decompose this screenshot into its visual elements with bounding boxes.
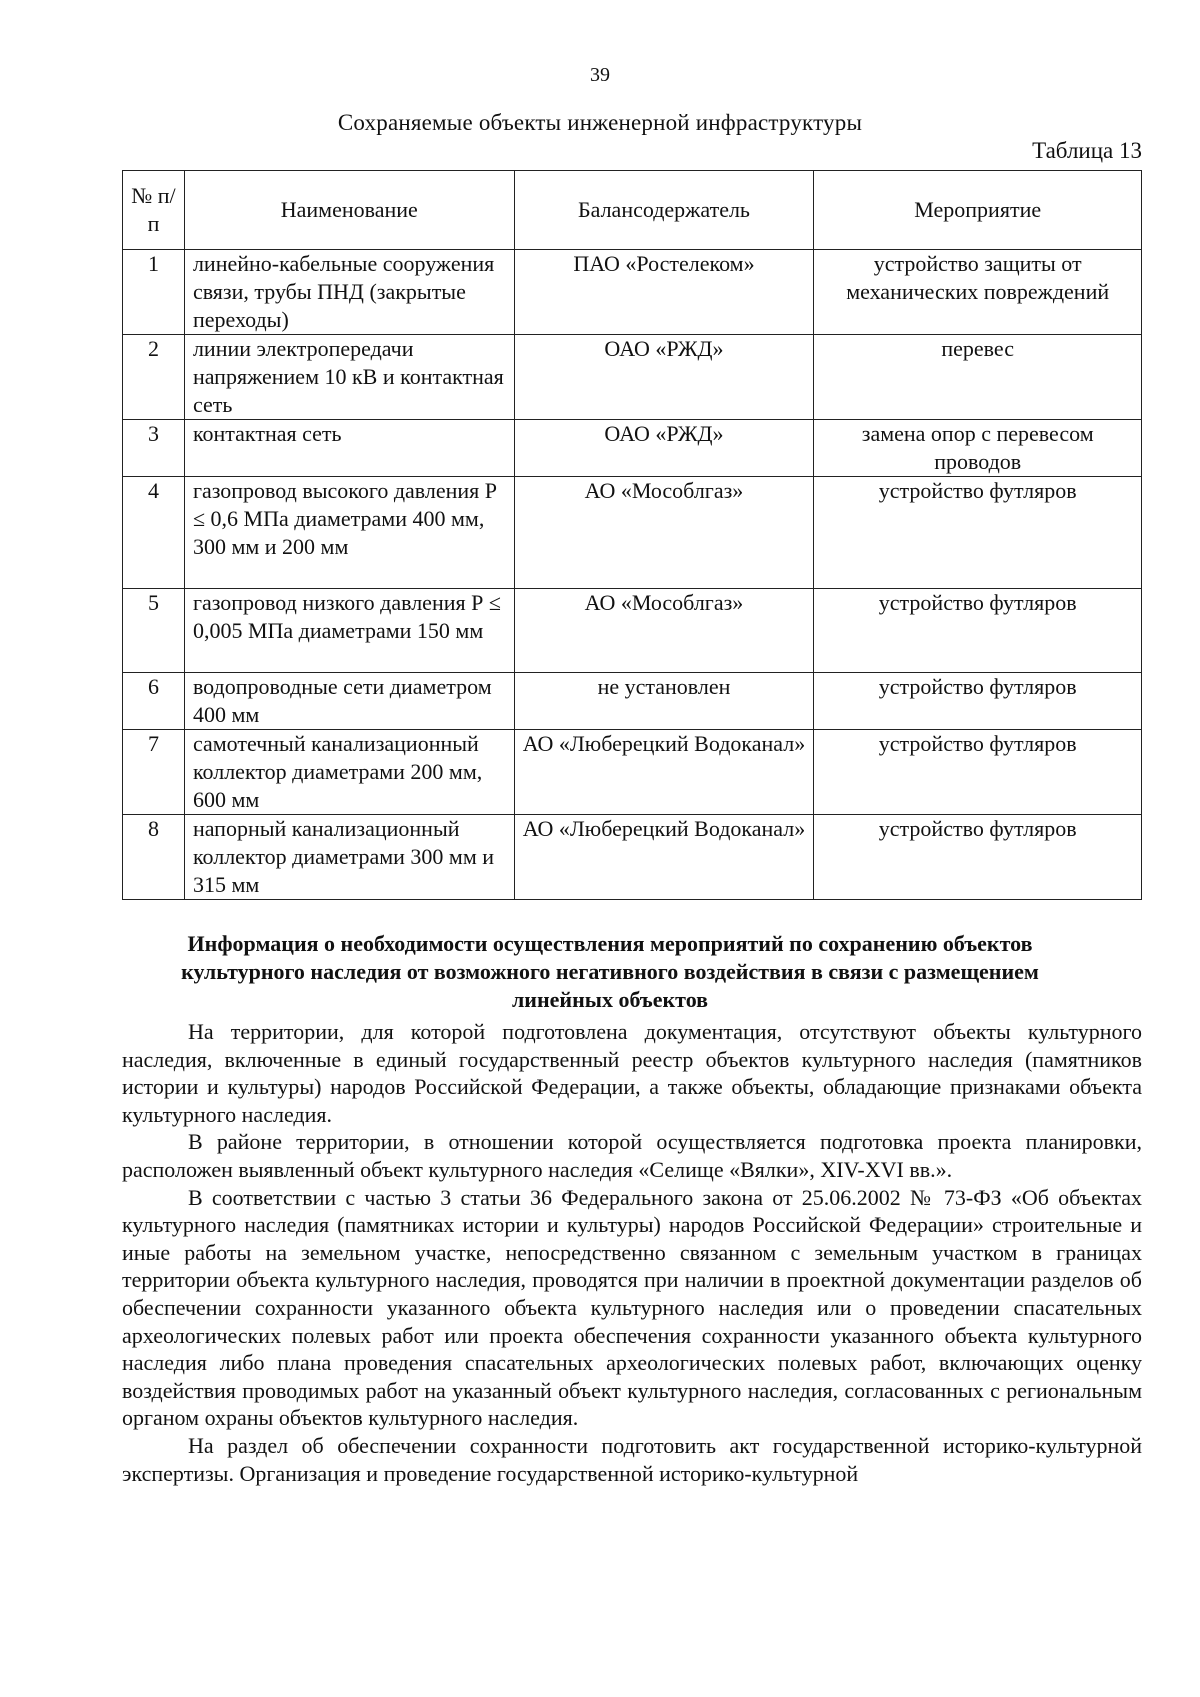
row-owner: АО «Люберецкий Водоканал» [514, 730, 814, 815]
header-name: Наименование [184, 171, 514, 250]
row-action: замена опор с перевесом проводов [814, 420, 1142, 477]
table-row [123, 730, 1142, 815]
row-owner: ПАО «Ростелеком» [514, 250, 814, 335]
paragraph: На раздел об обеспечении сохранности подготовить акт государственной историко-культурной экспертизы. Организация и проведение государственной историко-культурной [122, 1432, 1142, 1486]
row-action: устройство футляров [814, 673, 1142, 730]
row-action: устройство футляров [814, 730, 1142, 815]
row-name: газопровод высокого давления Р ≤ 0,6 МПа диаметрами 400 мм, 300 мм и 200 мм [184, 477, 514, 589]
table-row [123, 477, 1142, 589]
table-label: Таблица 13 [1032, 138, 1142, 163]
table-title: Сохраняемые объекты инженерной инфраструктуры [337, 110, 863, 135]
row-number: 5 [123, 589, 185, 673]
paragraph: В соответствии с частью 3 статьи 36 Федерального закона от 25.06.2002 № 73-ФЗ «Об объектах культурного наследия (памятниках истории и культуры) народов Российской Федерации» строительные и иные работы на земельном участке, непосредственно связанном с земельным участком в границах территории объекта культурного наследия, проводятся при наличии в проектной документации разделов об обеспечении сохранности указанного объекта культурного наследия или о проведении спасательных археологических полевых работ или проекта обеспечения сохранности указанного объекта культурного наследия либо плана проведения спасательных археологических полевых работ, включающих оценку воздействия проводимых работ на указанный объект культурного наследия, согласованных с региональным органом охраны объектов культурного наследия. [122, 1184, 1142, 1431]
table-row [123, 815, 1142, 900]
row-owner: АО «Мособлгаз» [514, 477, 814, 589]
row-name: линейно-кабельные сооружения связи, трубы ПНД (закрытые переходы) [184, 250, 514, 335]
row-name: линии электропередачи напряжением 10 кВ и контактная сеть [184, 335, 514, 420]
paragraph: В районе территории, в отношении которой осуществляется подготовка проекта планировки, расположен выявленный объект культурного наследия «Селище «Вялки», XIV-XVI вв.». [122, 1129, 1142, 1182]
row-action: устройство футляров [814, 589, 1142, 673]
table-row [123, 250, 1142, 335]
row-number: 8 [123, 815, 185, 900]
row-action: перевес [814, 335, 1142, 420]
row-action: устройство футляров [814, 477, 1142, 589]
paragraph: На территории, для которой подготовлена документация, отсутствуют объекты культурного наследия, включенные в единый государственный реестр объектов культурного наследия (памятников истории и культуры) народов Российской Федерации, а также объекты, обладающие признаками объекта культурного наследия. [122, 1019, 1142, 1127]
row-number: 6 [123, 673, 185, 730]
header-owner: Балансодержатель [514, 171, 814, 250]
row-owner: АО «Мособлгаз» [514, 589, 814, 673]
body-text [122, 1018, 1142, 1487]
row-number: 2 [123, 335, 185, 420]
page-number: 39 [590, 64, 610, 86]
infrastructure-table [122, 170, 1142, 900]
row-name: напорный канализационный коллектор диаметрами 300 мм и 315 мм [184, 815, 514, 900]
row-owner: не установлен [514, 673, 814, 730]
row-name: самотечный канализационный коллектор диаметрами 200 мм, 600 мм [184, 730, 514, 815]
table-row [123, 589, 1142, 673]
row-number: 4 [123, 477, 185, 589]
table-row [123, 335, 1142, 420]
header-number: № п/п [123, 171, 185, 250]
table-header-row [123, 171, 1142, 250]
row-action: устройство футляров [814, 815, 1142, 900]
row-name: контактная сеть [184, 420, 514, 477]
row-action: устройство защиты от механических повреждений [814, 250, 1142, 335]
row-number: 1 [123, 250, 185, 335]
header-action: Мероприятие [814, 171, 1142, 250]
table-row [123, 420, 1142, 477]
row-owner: ОАО «РЖД» [514, 420, 814, 477]
row-name: водопроводные сети диаметром 400 мм [184, 673, 514, 730]
row-owner: АО «Люберецкий Водоканал» [514, 815, 814, 900]
table-row [123, 673, 1142, 730]
row-number: 3 [123, 420, 185, 477]
row-name: газопровод низкого давления Р ≤ 0,005 МПа диаметрами 150 мм [184, 589, 514, 673]
row-owner: ОАО «РЖД» [514, 335, 814, 420]
section-heading: Информация о необходимости осуществления мероприятий по сохранению объектов культурного наследия от возможного негативного воздействия в связи с размещением линейных объектов [181, 931, 1039, 1012]
row-number: 7 [123, 730, 185, 815]
